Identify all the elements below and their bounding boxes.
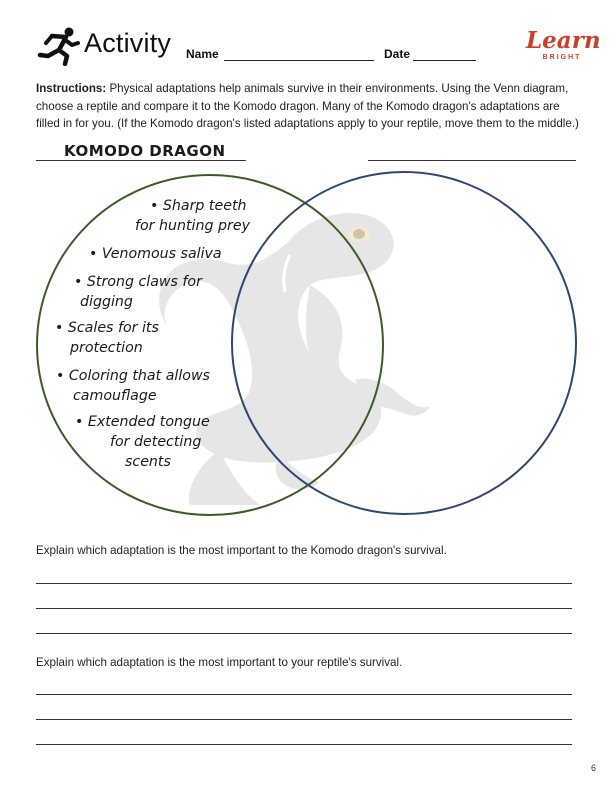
name-label: Name — [186, 47, 219, 61]
answer-line[interactable] — [36, 693, 572, 695]
adaptation-line: for detecting — [110, 434, 202, 450]
adaptation-line: for hunting prey — [135, 218, 250, 234]
adaptation-line: • Sharp teeth — [150, 198, 247, 214]
learn-bright-logo: Learn — [526, 27, 601, 54]
adaptation-line: camouflage — [73, 388, 157, 404]
date-label: Date — [384, 47, 411, 61]
activity-title: Activity — [84, 28, 172, 58]
page-number: 6 — [590, 763, 596, 773]
adaptation-line: protection — [70, 340, 143, 356]
answer-line[interactable] — [36, 718, 572, 720]
answer-line[interactable] — [36, 582, 572, 584]
adaptation-line: • Scales for its — [55, 320, 159, 336]
answer-line[interactable] — [36, 632, 572, 634]
adaptation-line: • Strong claws for — [74, 274, 202, 290]
adaptation-line: • Coloring that allows — [56, 368, 210, 384]
instructions-text: Physical adaptations help animals survive in their environments. Using the Venn diagram, choose a reptile and compare it to the Komodo dragon. Many of the Komodo dragon's adaptations are filled in for you. (If the Komodo dragon's listed adaptations apply to your reptile, move them to the middle.) — [36, 82, 579, 130]
adaptation-line: digging — [80, 294, 133, 310]
instructions-label: Instructions: — [36, 82, 107, 95]
adaptation-line: scents — [125, 454, 171, 470]
answer-line[interactable] — [36, 743, 572, 745]
left-circle-title: KOMODO DRAGON — [64, 142, 226, 160]
question-komodo: Explain which adaptation is the most important to the Komodo dragon's survival. — [36, 544, 447, 557]
adaptation-line: • Venomous saliva — [89, 246, 222, 262]
adaptation-line: • Extended tongue — [75, 414, 210, 430]
logo-subtext: BRIGHT — [542, 54, 582, 61]
answer-line[interactable] — [36, 607, 572, 609]
question-reptile: Explain which adaptation is the most important to your reptile's survival. — [36, 656, 403, 669]
reptile-circle — [232, 172, 576, 514]
